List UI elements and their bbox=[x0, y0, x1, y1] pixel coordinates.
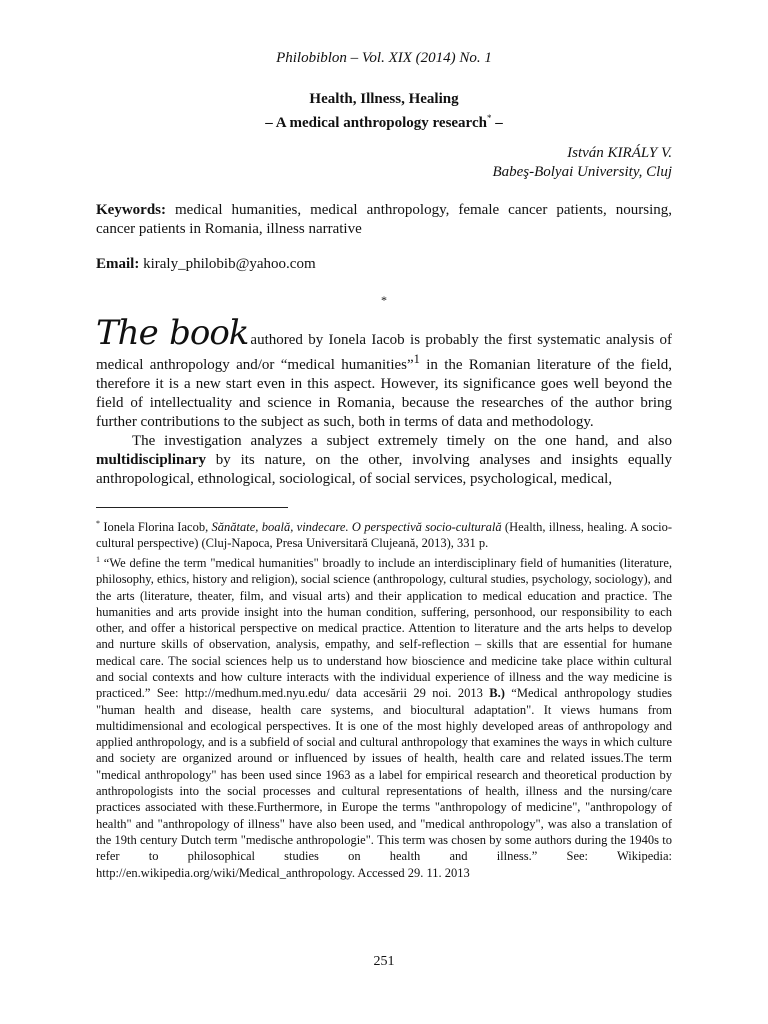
paragraph-2-text-a: The investigation analyzes a subject extremely timely on the one hand, and also bbox=[132, 433, 672, 449]
section-separator: * bbox=[381, 293, 387, 307]
decorative-opening-words: The book bbox=[96, 313, 249, 353]
email-label: Email: bbox=[96, 256, 140, 272]
keywords bbox=[96, 201, 672, 239]
footnote-1-text-b: “Medical anthropology studies "human health and disease, health care systems, and biocultural adaptation". It views humans from multidimensional and ecological perspectives. It is one of the most highly developed areas of anthropology and applied anthropology, and is a subfield of social and cultural anthropology that examines the ways in which culture and society are organized around or influenced by issues of health, health care and related issues.The term "medical anthropology" has been used since 1963 as a label for empirical research and theoretical production by anthropologists into the social processes and cultural representations of health, illness and the nursing/care practices associated with these.Furthermore, in Europe the terms "anthropology of medicine", "anthropology of health" and "anthropology of illness" have also been used, and "medical anthropology", was also a translation of the 19th century Dutch term "medische anthropologie". This term was chosen by some authors during the 1940s to refer to philosophical studies on health and illness.” See: Wikipedia: http://en.wikipedia.org/wiki/Medical_anthropology. Accessed 29. 11. 2013 bbox=[96, 686, 672, 880]
paragraph-1-text-a: authored by Ionela Iacob is probably the first systematic analysis of medical anthropology and/or “medical humanities” bbox=[96, 332, 673, 373]
footnote-1-bold: B.) bbox=[489, 686, 505, 701]
footnote-1-text-a: “We define the term "medical humanities" broadly to include an interdisciplinary field of humanities (literature, philosophy, ethics, history and religion), social science (anthropology, cultural studies, psychology, sociology), and the arts (literature, theater, film, and visual arts) and their application to medical education and practice. The humanities and arts provide insight into the human condition, suffering, personhood, our responsibility to each other, and offer a historical perspective on medical practice. Attention to literature and the arts helps to develop and nurture skills of observation, analysis, empathy, and self-reflection – skills that are essential for humane medical care. The social sciences help us to understand how bioscience and medicine take place within cultural and social contexts and how culture interacts with the individual experience of illness and the way medicine is practiced.” See: http://medhum.med.nyu.edu/ data accesării 29 noi. 2013 bbox=[96, 555, 672, 701]
footnote-1 bbox=[96, 552, 672, 881]
journal-header: Philobiblon – Vol. XIX (2014) No. 1 bbox=[276, 50, 492, 66]
paragraph-2-bold: multidisciplinary bbox=[96, 452, 207, 468]
title-line-2-end: – bbox=[491, 115, 503, 131]
paragraph-2-text-b: by its nature, on the other, involving analyses and insights equally anthropological, ethnological, sociological, of social services, psychological, medical, bbox=[96, 452, 672, 487]
footnote-star bbox=[96, 516, 672, 552]
body-text bbox=[96, 313, 673, 489]
keywords-label: Keywords: bbox=[96, 202, 166, 218]
footnotes bbox=[96, 516, 672, 881]
title-footnote-mark: * bbox=[486, 113, 492, 123]
title-line-2-text: – A medical anthropology research bbox=[265, 115, 487, 131]
paragraph-2 bbox=[96, 432, 672, 489]
footnote-star-text-b: (Health, illness, healing. A socio-cultural perspective) (Cluj-Napoca, Presa Universitară Clujeană, 2013), 331 p. bbox=[96, 520, 673, 551]
footnote-star-book-title: Sănătate, boală, vindecare. O perspectivă socio-culturală bbox=[211, 520, 502, 535]
email-line bbox=[96, 256, 672, 273]
document-page bbox=[96, 0, 672, 1024]
article-title bbox=[96, 90, 672, 133]
footnote-ref-1[interactable]: 1 bbox=[413, 352, 420, 366]
email-address[interactable]: kiraly_philobib@yahoo.com bbox=[139, 256, 316, 272]
author-name: István KIRÁLY V. bbox=[567, 145, 672, 161]
author-affiliation: Babeş-Bolyai University, Cluj bbox=[492, 164, 672, 180]
footnote-star-mark: * bbox=[96, 519, 100, 528]
author-block bbox=[96, 144, 672, 182]
paragraph-1-text-b: in the Romanian literature of the field, therefore it is a new start even in this aspect. However, its significance goes well beyond the field of intellectuality and science in Romania, because the researches of the author bring further contributions to the subject as such, both in terms of data and methodology. bbox=[96, 357, 672, 430]
keywords-text: medical humanities, medical anthropology, female cancer patients, noursing, cancer patients in Romania, illness narrative bbox=[96, 202, 672, 237]
footnote-1-mark: 1 bbox=[96, 554, 100, 564]
paragraph-1 bbox=[96, 313, 673, 432]
title-line-1: Health, Illness, Healing bbox=[309, 91, 459, 107]
title-line-2 bbox=[96, 109, 672, 133]
page-number: 251 bbox=[373, 954, 395, 969]
footnote-star-text-a: Ionela Florina Iacob, bbox=[100, 520, 212, 535]
footnote-rule bbox=[96, 507, 288, 508]
